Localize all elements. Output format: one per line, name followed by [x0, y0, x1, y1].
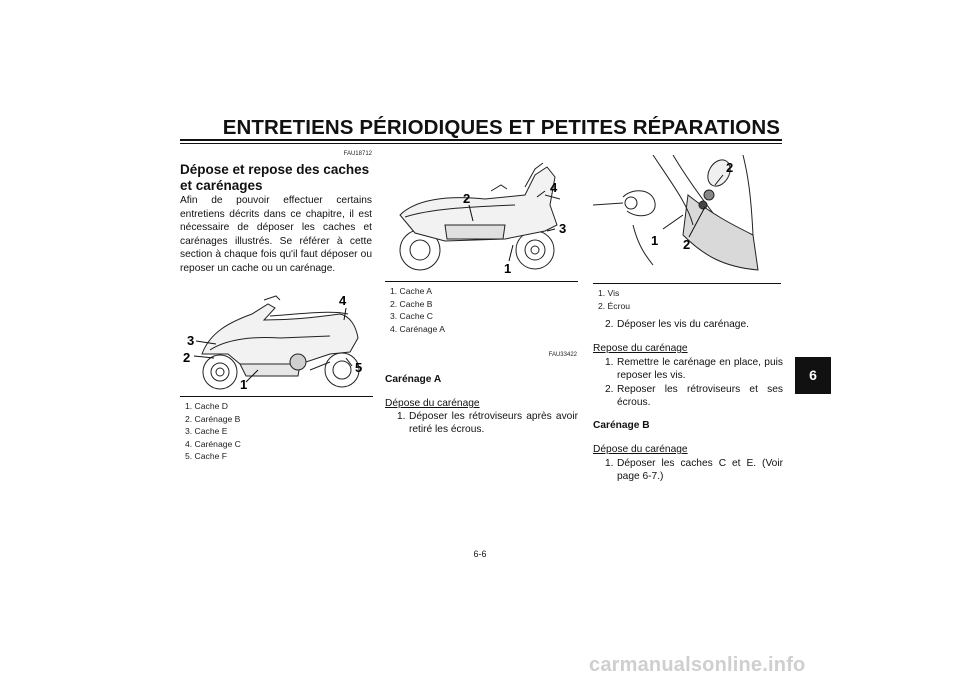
legend-item: 1. Cache A — [390, 286, 433, 296]
figure-rule — [385, 281, 578, 282]
step-text: Déposer les caches C et E. (Voir page 6-7.) — [617, 458, 783, 483]
step-number: 1. — [605, 458, 614, 469]
reference-code: FAU33422 — [548, 352, 577, 358]
procedure-step — [605, 318, 783, 331]
callout-4: 4 — [550, 180, 558, 195]
step-text: Reposer les rétroviseurs et ses écrous. — [617, 384, 783, 409]
header-rule — [180, 139, 782, 141]
subsection-title: Carénage A — [385, 374, 442, 385]
legend-item: 5. Cache F — [185, 451, 228, 462]
procedure-step — [605, 356, 783, 383]
callout-1: 1 — [651, 233, 659, 248]
subsection-title: Carénage B — [593, 420, 650, 431]
page-number: 6-6 — [473, 549, 487, 559]
step-text: Remettre le carénage en place, puis reposer les vis. — [617, 357, 783, 382]
callout-5: 5 — [355, 360, 363, 375]
section-title: Dépose et repose des caches et carénages — [180, 162, 370, 193]
procedure-step — [605, 383, 783, 410]
figure-rule — [593, 283, 781, 284]
callout-4: 4 — [339, 293, 347, 308]
callout-2: 2 — [726, 160, 734, 175]
legend-item: 1. Cache D — [185, 401, 228, 411]
callout-3: 3 — [187, 333, 195, 348]
callout-2: 2 — [183, 350, 191, 365]
procedure-heading: Dépose du carénage — [593, 444, 688, 455]
procedure-heading: Repose du carénage — [593, 343, 688, 354]
callout-1: 1 — [504, 261, 512, 276]
legend-item: 2. Carénage B — [185, 413, 241, 424]
reference-code: FAU18712 — [343, 151, 372, 157]
callout-2: 2 — [463, 191, 471, 206]
callout-1: 1 — [240, 377, 248, 392]
page-header-title: ENTRETIENS PÉRIODIQUES ET PETITES RÉPARATIONS — [222, 116, 780, 139]
step-text: Déposer les vis du carénage. — [617, 319, 749, 330]
figure-legend — [598, 287, 630, 312]
procedure-step — [605, 457, 783, 484]
figure-rule — [180, 396, 373, 397]
step-number: 1. — [605, 357, 614, 368]
figure-legend — [185, 400, 241, 463]
callout-2: 2 — [683, 237, 691, 252]
step-number: 2. — [605, 319, 614, 330]
figure-legend — [390, 285, 445, 335]
legend-item: 3. Cache E — [185, 426, 228, 437]
scooter-right-illustration — [385, 155, 580, 280]
header-rule-thin — [180, 143, 782, 144]
legend-item: 2. Écrou — [598, 300, 631, 311]
scooter-left-illustration — [180, 292, 375, 392]
procedure-heading: Dépose du carénage — [385, 398, 480, 409]
legend-item: 4. Carénage A — [390, 323, 445, 334]
legend-item: 1. Vis — [598, 288, 620, 298]
step-text: Déposer les rétroviseurs après avoir retiré les écrous. — [409, 411, 578, 436]
chapter-tab[interactable]: 6 — [795, 357, 831, 394]
legend-item: 4. Carénage C — [185, 438, 241, 449]
legend-item: 2. Cache B — [390, 298, 433, 309]
callout-3: 3 — [559, 221, 567, 236]
step-number: 2. — [605, 384, 614, 395]
intro-paragraph: Afin de pouvoir effectuer certains entretiens décrits dans ce chapitre, il est nécessaire de déposer les caches et carénages illustrés. Se référer à cette section à chaque fois qu'il faut déposer ou reposer un cache ou un carénage. — [180, 195, 372, 274]
legend-item: 3. Cache C — [390, 311, 433, 322]
watermark: carmanualsonline.info — [589, 654, 806, 676]
step-number: 1. — [397, 411, 406, 422]
procedure-step — [397, 410, 578, 437]
mirror-detail-illustration — [593, 155, 783, 278]
